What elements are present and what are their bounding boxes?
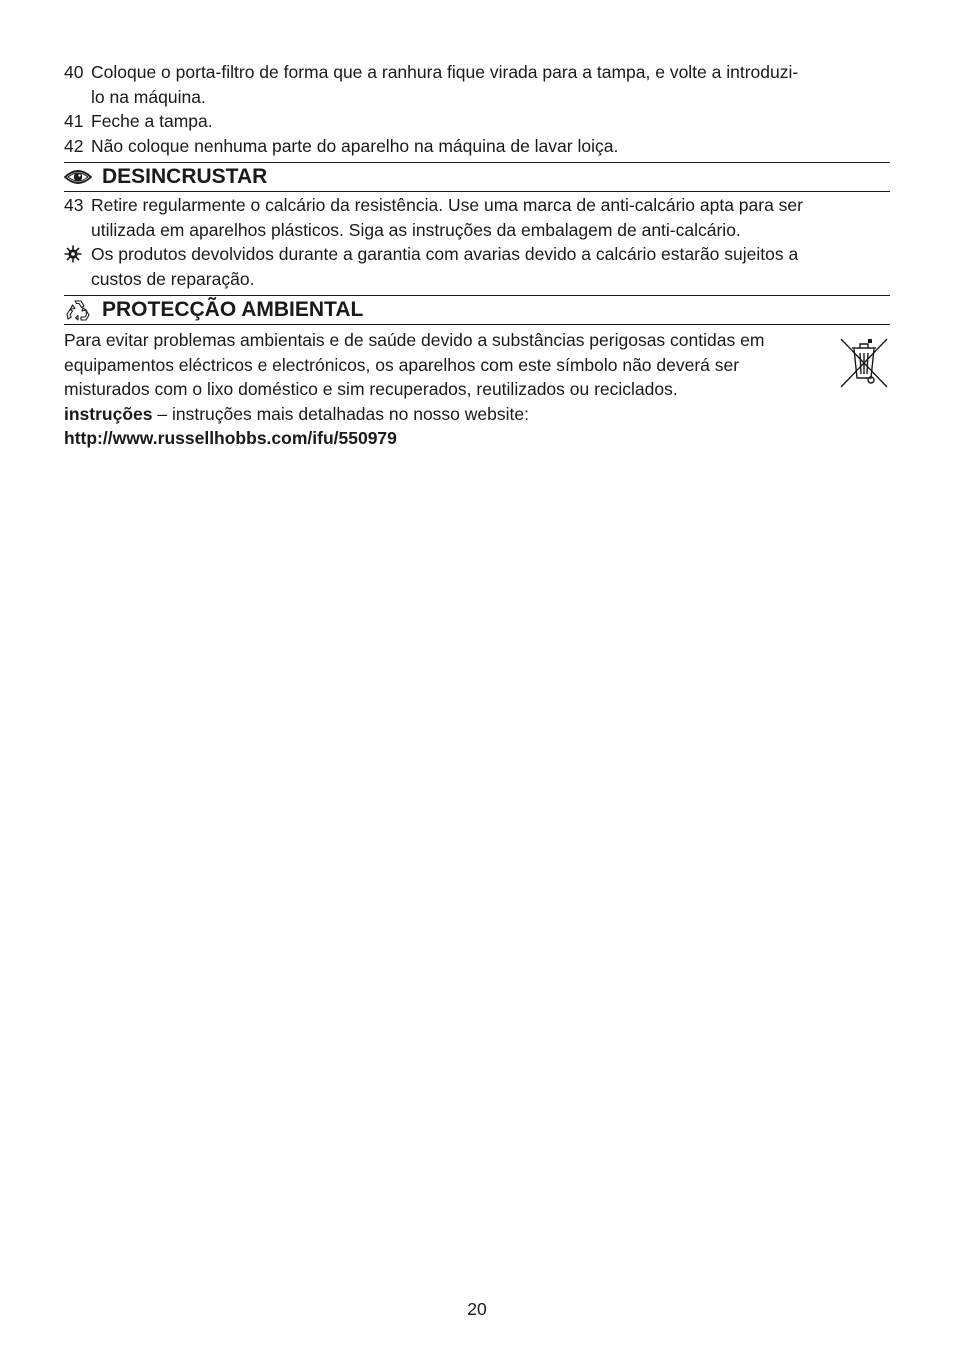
eye-icon — [64, 166, 92, 188]
list-item — [64, 242, 890, 291]
item-text-line: utilizada em aparelhos plásticos. Siga as instruções da embalagem de anti-calcário. — [91, 219, 741, 240]
page-number: 20 — [467, 1299, 487, 1319]
section-title: PROTECÇÃO AMBIENTAL — [102, 298, 364, 321]
list-item — [64, 134, 890, 159]
item-text-line: Não coloque nenhuma parte do aparelho na máquina de lavar loiça. — [91, 135, 619, 156]
crossed-out-bin-icon — [838, 336, 890, 390]
section-heading-descale — [64, 162, 890, 192]
recycle-icon — [64, 299, 92, 321]
document-page — [64, 60, 890, 451]
section-title: DESINCRUSTAR — [102, 165, 268, 188]
item-text-line: lo na máquina. — [91, 86, 206, 107]
item-number: 40 — [64, 62, 84, 82]
instructions-line — [64, 402, 830, 427]
item-number: 42 — [64, 135, 84, 156]
website-link[interactable]: http://www.russellhobbs.com/ifu/550979 — [64, 428, 397, 448]
paragraph-line: misturados com o lixo doméstico e sim recuperados, reutilizados ou reciclados. — [64, 379, 678, 399]
section-heading-environment — [64, 295, 890, 325]
item-text-line: Feche a tampa. — [91, 111, 213, 131]
instructions-text: – instruções mais detalhadas no nosso website: — [152, 403, 529, 424]
paragraph-line: equipamentos eléctricos e electrónicos, os aparelhos com este símbolo não deverá ser — [64, 354, 740, 375]
list-item — [64, 109, 890, 134]
list-item — [64, 193, 890, 242]
item-text-line: custos de reparação. — [91, 268, 255, 289]
warning-star-icon — [64, 245, 82, 263]
item-text-line: Os produtos devolvidos durante a garantia com avarias devido a calcário estarão sujeitos a — [91, 244, 799, 264]
item-text-line: Retire regularmente o calcário da resistência. Use uma marca de anti-calcário apta para ser — [91, 195, 803, 215]
environment-paragraph — [64, 328, 890, 451]
paragraph-line: Para evitar problemas ambientais e de saúde devido a substâncias perigosas contidas em — [64, 330, 765, 350]
instructions-label: instruções — [64, 403, 153, 424]
item-number: 43 — [64, 195, 84, 215]
list-item — [64, 60, 890, 109]
item-number: 41 — [64, 111, 84, 131]
item-text-line: Coloque o porta-filtro de forma que a ranhura fique virada para a tampa, e volte a introduzi- — [91, 62, 799, 82]
